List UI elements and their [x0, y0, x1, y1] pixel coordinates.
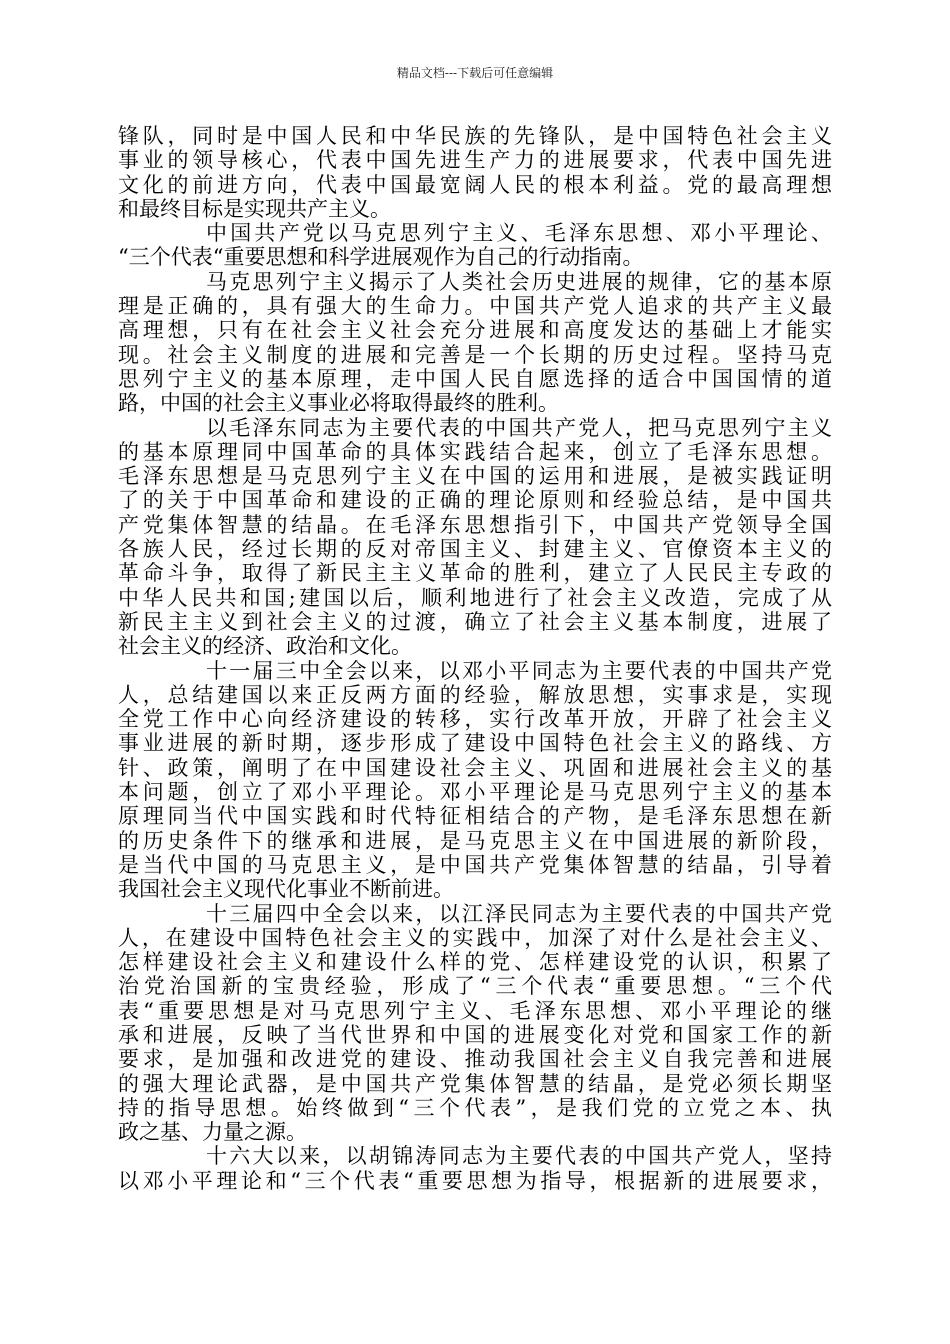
text-line: 中华人民共和国;建国以后，顺利地进行了社会主义改造，完成了从 [118, 585, 832, 610]
text-line: 产党集体智慧的结晶。在毛泽东思想指引下，中国共产党领导全国 [118, 512, 832, 537]
paragraph [118, 124, 832, 221]
text-line: 的历史条件下的继承和进展，是马克思主义在中国进展的新阶段， [118, 828, 832, 853]
paragraph [118, 902, 832, 1145]
text-line: 以毛泽东同志为主要代表的中国共产党人，把马克思列宁主义 [206, 415, 832, 440]
text-line: 人，在建设中国特色社会主义的实践中，加深了对什么是社会主义、 [118, 925, 832, 950]
paragraph [118, 416, 832, 659]
text-line: 针、政策，阐明了在中国建设社会主义、巩固和进展社会主义的基 [118, 755, 832, 780]
text-line: 的强大理论武器，是中国共产党集体智慧的结晶，是党必须长期坚 [118, 1071, 832, 1096]
text-line: 社会主义的经济、政治和文化。 [118, 634, 412, 659]
text-line: 和最终目标是实现共产主义。 [118, 196, 391, 221]
paragraph [118, 221, 832, 270]
text-line: 各族人民，经过长期的反对帝国主义、封建主义、官僚资本主义的 [118, 537, 832, 562]
text-line: 政之基、力量之源。 [118, 1120, 307, 1145]
text-line: “三个代表“重要思想和科学进展观作为自己的行动指南。 [118, 245, 644, 270]
text-line: 毛泽东思想是马克思列宁主义在中国的运用和进展，是被实践证明 [118, 464, 832, 489]
text-line: 中国共产党以马克思列宁主义、毛泽东思想、邓小平理论、 [206, 221, 832, 246]
paragraph [118, 659, 832, 902]
text-line: 怎样建设社会主义和建设什么样的党、怎样建设党的认识，积累了 [118, 950, 832, 975]
text-line: 了的关于中国革命和建设的正确的理论原则和经验总结，是中国共 [118, 488, 832, 513]
text-line: 十三届四中全会以来，以江泽民同志为主要代表的中国共产党 [206, 901, 832, 926]
text-line: 高理想，只有在社会主义社会充分进展和高度发达的基础上才能实 [118, 318, 832, 343]
text-line: 我国社会主义现代化事业不断前进。 [118, 877, 454, 902]
text-line: 现。社会主义制度的进展和完善是一个长期的历史过程。坚持马克 [118, 342, 832, 367]
text-line: 要求，是加强和改进党的建设、推动我国社会主义自我完善和进展 [118, 1047, 832, 1072]
text-line: 持的指导思想。始终做到“三个代表”，是我们党的立党之本、执 [118, 1095, 832, 1120]
text-line: 革命斗争，取得了新民主主义革命的胜利，建立了人民民主专政的 [118, 561, 832, 586]
document-body [118, 124, 832, 1193]
text-line: 表“重要思想是对马克思列宁主义、毛泽东思想、邓小平理论的继 [118, 998, 832, 1023]
text-line: 思列宁主义的基本原理，走中国人民自愿选择的适合中国国情的道 [118, 366, 832, 391]
text-line: 路，中国的社会主义事业必将取得最终的胜利。 [118, 391, 559, 416]
text-line: 马克思列宁主义揭示了人类社会历史进展的规律，它的基本原 [206, 269, 832, 294]
text-line: 以邓小平理论和“三个代表“重要思想为指导，根据新的进展要求， [118, 1168, 832, 1193]
text-line: 承和进展，反映了当代世界和中国的进展变化对党和国家工作的新 [118, 1022, 832, 1047]
page-header: 精品文档---下载后可任意编辑 [396, 66, 554, 80]
paragraph [118, 270, 832, 416]
text-line: 本问题，创立了邓小平理论。邓小平理论是马克思列宁主义的基本 [118, 780, 832, 805]
text-line: 理是正确的，具有强大的生命力。中国共产党人追求的共产主义最 [118, 294, 832, 319]
text-line: 事业进展的新时期，逐步形成了建设中国特色社会主义的路线、方 [118, 731, 832, 756]
text-line: 事业的领导核心，代表中国先进生产力的进展要求，代表中国先进 [118, 148, 832, 173]
text-line: 人，总结建国以来正反两方面的经验，解放思想，实事求是，实现 [118, 682, 832, 707]
text-line: 原理同当代中国实践和时代特征相结合的产物，是毛泽东思想在新 [118, 804, 832, 829]
text-line: 十六大以来，以胡锦涛同志为主要代表的中国共产党人，坚持 [206, 1144, 832, 1169]
text-line: 治党治国新的宝贵经验，形成了“三个代表“重要思想。“三个代 [118, 974, 832, 999]
text-line: 新民主主义到社会主义的过渡，确立了社会主义基本制度，进展了 [118, 609, 832, 634]
paragraph [118, 1144, 832, 1193]
text-line: 的基本原理同中国革命的具体实践结合起来，创立了毛泽东思想。 [118, 439, 832, 464]
text-line: 文化的前进方向，代表中国最宽阔人民的根本利益。党的最高理想 [118, 172, 832, 197]
text-line: 是当代中国的马克思主义，是中国共产党集体智慧的结晶，引导着 [118, 852, 832, 877]
text-line: 锋队，同时是中国人民和中华民族的先锋队，是中国特色社会主义 [118, 124, 832, 148]
text-line: 全党工作中心向经济建设的转移，实行改革开放，开辟了社会主义 [118, 707, 832, 732]
text-line: 十一届三中全会以来，以邓小平同志为主要代表的中国共产党 [206, 658, 832, 683]
